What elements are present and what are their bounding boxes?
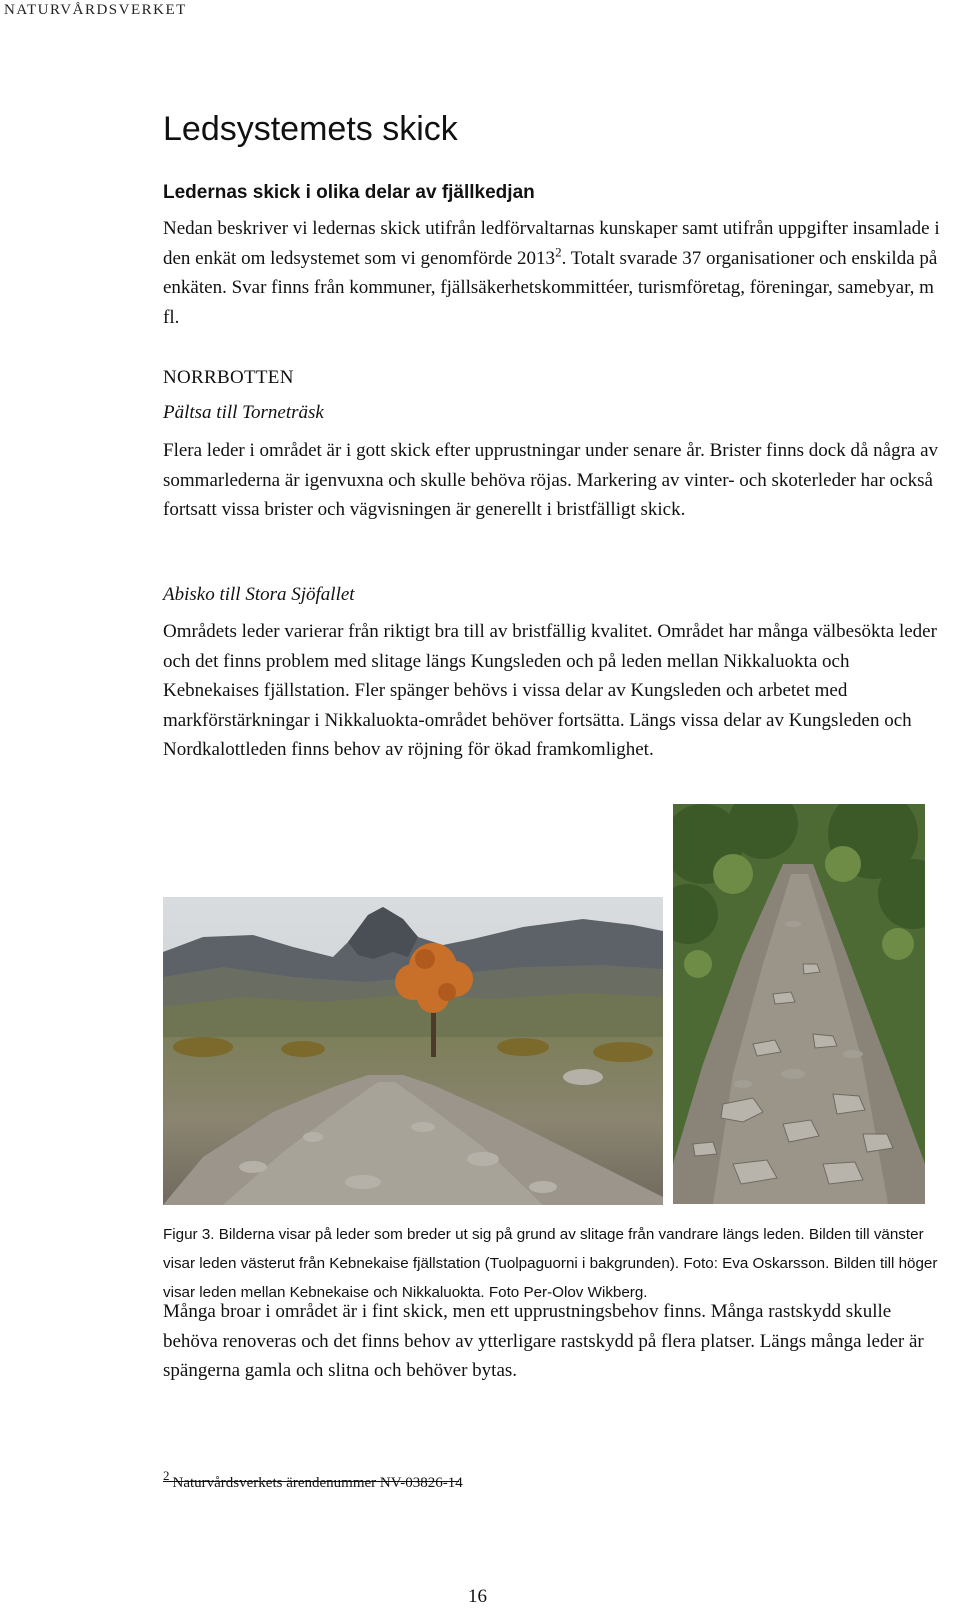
footnote-text: Naturvårdsverkets ärendenummer NV-03826-14 [172, 1475, 463, 1491]
footnote [163, 1468, 463, 1492]
area-paragraph-paltsa: Flera leder i området är i gott skick efter upprustningar under senare år. Brister finns dock då några av sommarlederna är igenvuxna och skulle behöva röjas. Markering av vinter- och skoterleder har också fortsatt vissa brister och vägvisningen är generellt i bristfälligt skick. [163, 440, 939, 520]
section-heading: Ledernas skick i olika delar av fjällkedjan [163, 182, 535, 203]
photo-kebnekaise-trail-image [163, 897, 663, 1205]
photo-nikkaluokta-trail-image [673, 804, 925, 1204]
area-heading-paltsa: Pältsa till Torneträsk [163, 402, 324, 423]
intro-text-before: Nedan beskriver vi ledernas skick utifrån ledförvaltarnas kunskaper samt utifrån uppgifter insamlade i den enkät om ledsystemet som vi genomförde 2013 [163, 218, 940, 269]
intro-text-after: . Totalt svarade 37 organisationer och enskilda på enkäten. Svar finns från kommuner, fjällsäkerhetskommittéer, turismföretag, föreningar, samebyar, m fl. [163, 247, 938, 328]
figure-caption: Figur 3. Bilderna visar på leder som breder ut sig på grund av slitage från vandrare längs leden. Bilden till vänster visar leden västerut från Kebnekaise fjällstation (Tuolpaguorni i bakgrunden). Foto: Eva Oskarsson. Bilden till höger visar leden mellan Kebnekaise och Nikkaluokta. Foto Per-Olov Wikberg. [163, 1226, 938, 1301]
footnote-marker: 2 [163, 1468, 170, 1483]
closing-paragraph: Många broar i området är i fint skick, men ett upprustningsbehov finns. Många rastskydd skulle behöva renoveras och det finns behov av ytterligare rastskydd på flera platser. Längs många leder är spängerna gamla och slitna och behöver bytas. [163, 1301, 924, 1381]
area-heading-abisko: Abisko till Stora Sjöfallet [163, 584, 355, 605]
footnote-reference[interactable]: 2 [555, 244, 562, 260]
area-paragraph-abisko: Områdets leder varierar från riktigt bra till av bristfällig kvalitet. Området har många välbesökta leder och det finns problem med slitage längs Kungsleden och på leden mellan Nikkaluokta och Kebnekaises fjällstation. Fler spänger behövs i vissa delar av Kungsleden och arbetet med markförstärkningar i Nikkaluokta-området behöver fortsätta. Längs vissa delar av Kungsleden och Nordkalottleden finns behov av röjning för ökad framkomlighet. [163, 621, 937, 760]
intro-paragraph [163, 214, 943, 332]
photo-kebnekaise-trail [163, 897, 663, 1205]
page-title: Ledsystemets skick [163, 110, 458, 148]
photo-nikkaluokta-trail [673, 804, 925, 1204]
page-number: 16 [468, 1586, 487, 1607]
region-heading: NORRBOTTEN [163, 367, 294, 388]
header-brand: NATURVÅRDSVERKET [4, 2, 187, 18]
